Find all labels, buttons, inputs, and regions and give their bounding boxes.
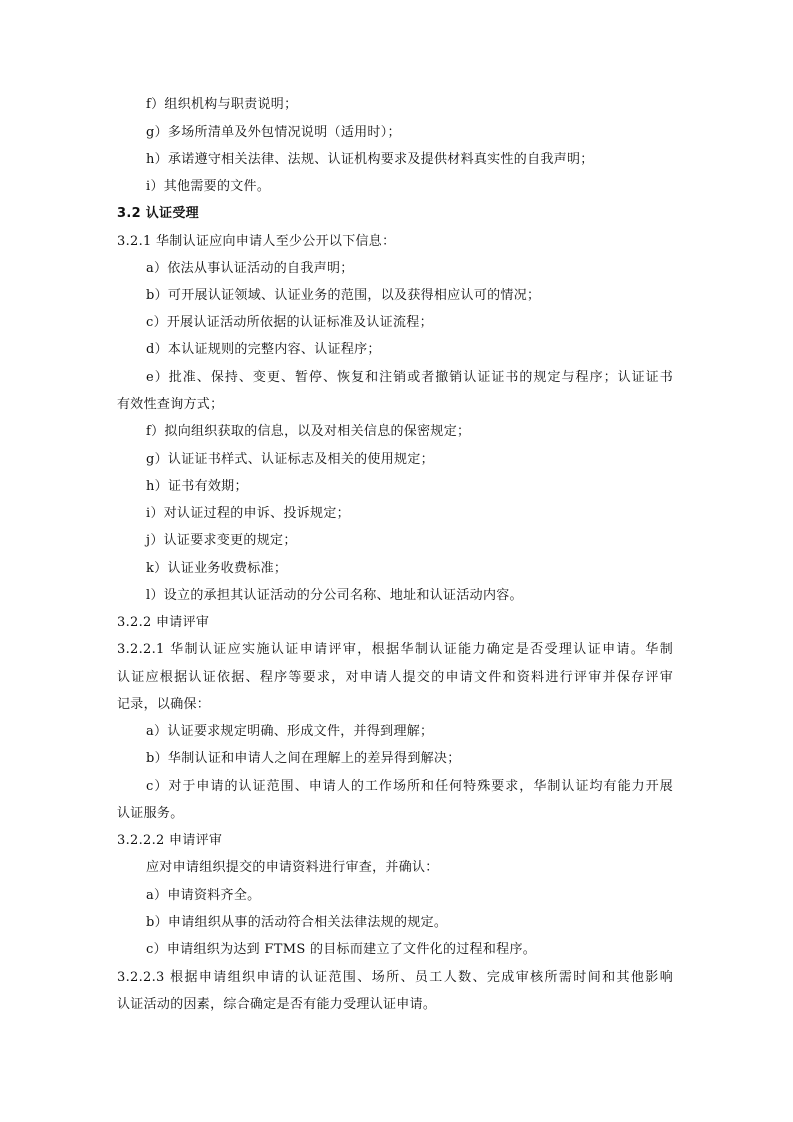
list-item-h: h）承诺遵守相关法律、法规、认证机构要求及提供材料真实性的自我声明；: [146, 152, 594, 167]
list-item-c3: c）申请组织为达到 FTMS 的目标而建立了文件化的过程和程序。: [146, 942, 537, 957]
list-item-f: f）组织机构与职责说明；: [146, 97, 298, 112]
list-item-a3: a）申请资料齐全。: [146, 888, 261, 903]
list-item-i2: i）对认证过程的申诉、投诉规定；: [146, 506, 350, 521]
list-item-e: e）批准、保持、变更、暂停、恢复和注销或者撤销认证证书的规定与程序；认证证书: [146, 370, 673, 385]
list-item-i: i）其他需要的文件。: [146, 179, 271, 194]
list-item-c: c）开展认证活动所依据的认证标准及认证流程；: [146, 315, 433, 330]
list-item-b: b）可开展认证领域、认证业务的范围，以及获得相应认可的情况；: [146, 288, 541, 303]
subsection-heading-3-2-2: 3.2.2 申请评审: [117, 615, 210, 630]
clause-3-2-2-3-continued: 认证活动的因素，综合确定是否有能力受理认证申请。: [117, 997, 437, 1012]
list-item-g: g）多场所清单及外包情况说明（适用时）；: [146, 125, 401, 140]
list-item-a2: a）认证要求规定明确、形成文件，并得到理解；: [146, 724, 434, 739]
clause-3-2-2-1: 3.2.2.1 华制认证应实施认证申请评审，根据华制认证能力确定是否受理认证申请。华制: [117, 642, 673, 657]
list-item-c2: c）对于申请的认证范围、申请人的工作场所和任何特殊要求，华制认证均有能力开展: [146, 779, 673, 794]
clause-3-2-2-1-continued: 认证应根据认证依据、程序等要求，对申请人提交的申请文件和资料进行评审并保存评审: [117, 670, 673, 685]
list-item-l: l）设立的承担其认证活动的分公司名称、地址和认证活动内容。: [146, 588, 523, 603]
section-heading-3-2: 3.2 认证受理: [117, 206, 199, 221]
list-item-e-continued: 有效性查询方式；: [117, 397, 224, 412]
list-item-b3: b）申请组织从事的活动符合相关法律法规的规定。: [146, 915, 448, 930]
list-item-b2: b）华制认证和申请人之间在理解上的差异得到解决；: [146, 751, 461, 766]
list-item-c2-continued: 认证服务。: [117, 806, 184, 821]
list-item-f2: f）拟向组织获取的信息，以及对相关信息的保密规定；: [146, 424, 471, 439]
clause-3-2-2-2-body: 应对申请组织提交的申请资料进行审查，并确认：: [146, 860, 439, 875]
clause-3-2-2-2: 3.2.2.2 申请评审: [117, 833, 223, 848]
list-item-k: k）认证业务收费标准；: [146, 561, 288, 576]
list-item-a: a）依法从事认证活动的自我声明；: [146, 261, 354, 276]
list-item-h2: h）证书有效期；: [146, 479, 248, 494]
list-item-j: j）认证要求变更的规定；: [146, 533, 297, 548]
clause-3-2-2-1-end: 记录，以确保：: [117, 697, 211, 712]
clause-3-2-2-3: 3.2.2.3 根据申请组织申请的认证范围、场所、员工人数、完成审核所需时间和其他影响: [117, 970, 673, 985]
clause-3-2-1: 3.2.1 华制认证应向申请人至少公开以下信息：: [117, 234, 396, 249]
list-item-d: d）本认证规则的完整内容、认证程序；: [146, 342, 381, 357]
list-item-g2: g）认证证书样式、认证标志及相关的使用规定；: [146, 452, 434, 467]
